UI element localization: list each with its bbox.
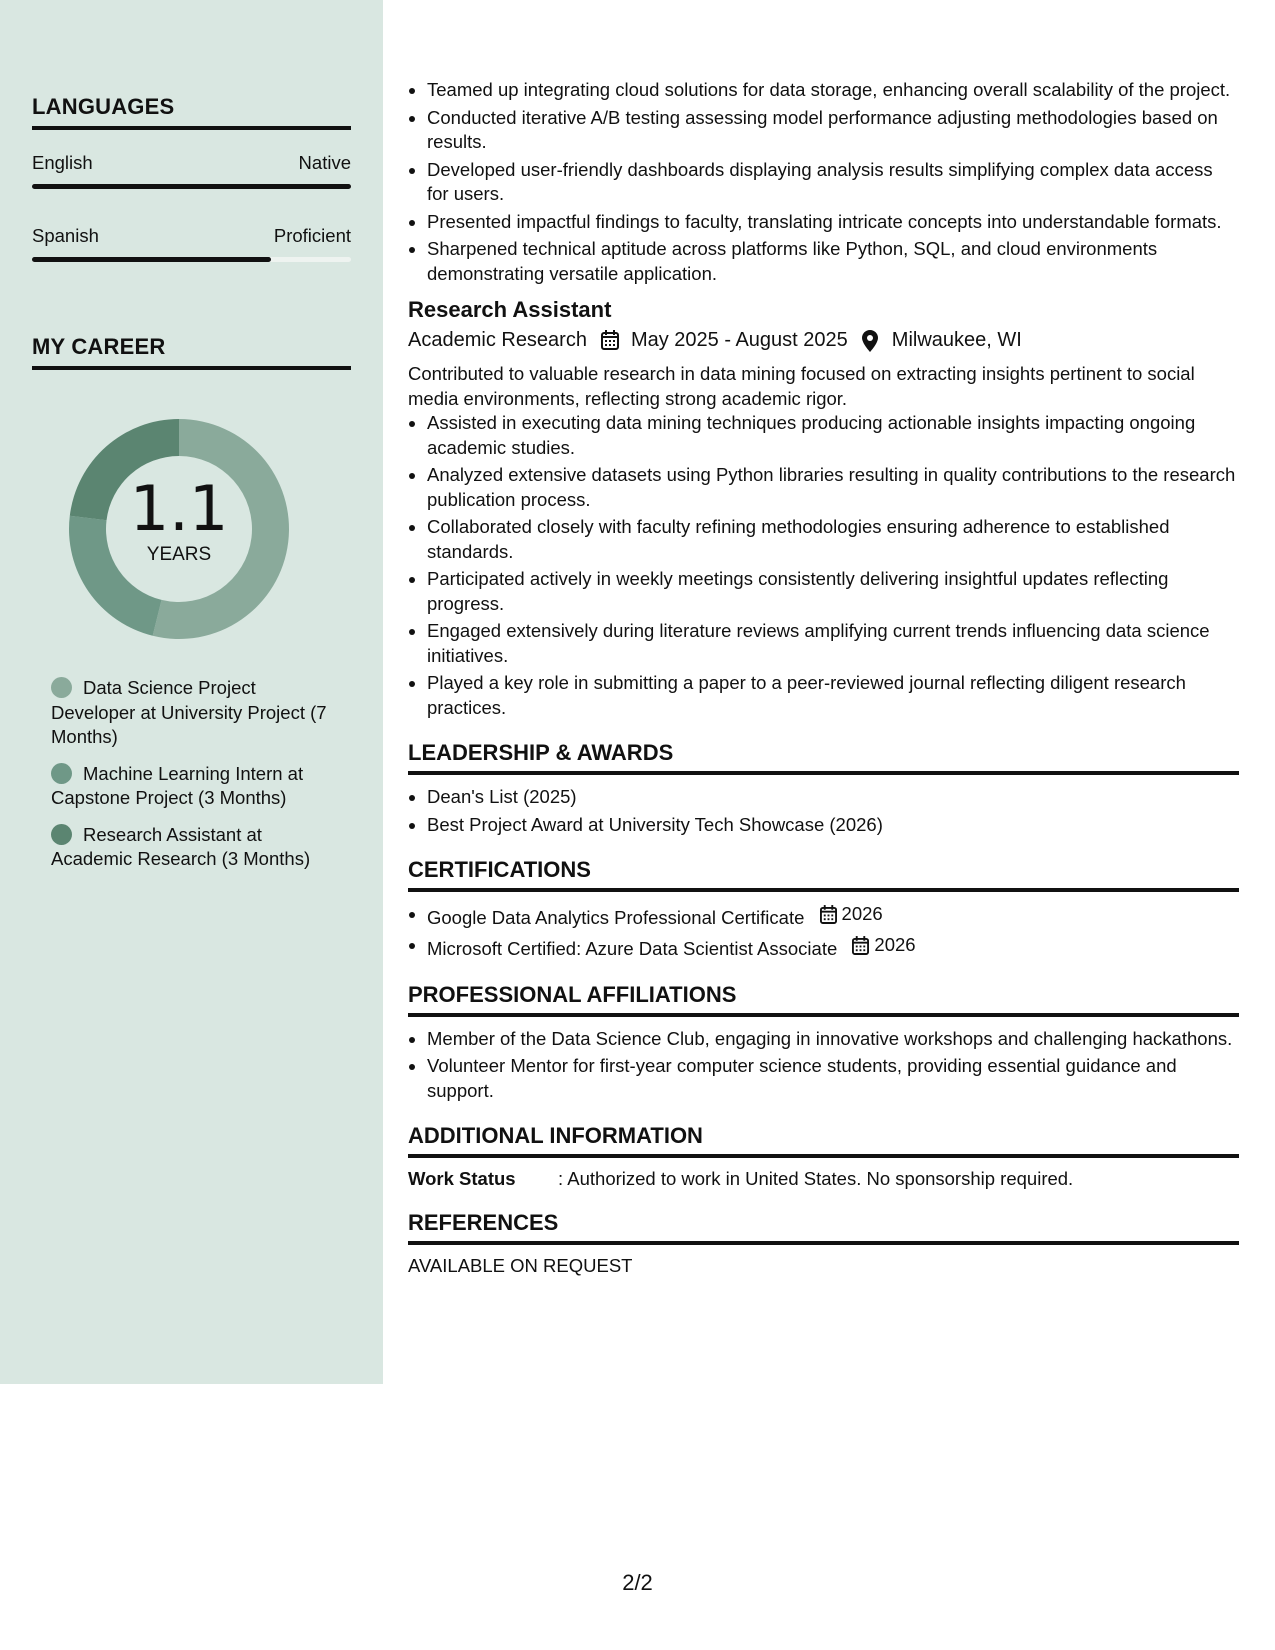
certification-year: 2026 — [841, 903, 883, 924]
language-proficiency-bar — [32, 184, 351, 189]
job-bullets — [408, 411, 1239, 720]
job-summary: Contributed to valuable research in data mining focused on extracting insights pertinent to social media environments, reflecting strong academic rigor. — [408, 363, 1195, 409]
certification-name: Google Data Analytics Professional Certificate — [427, 906, 805, 928]
list-item: Dean's List (2025) — [408, 785, 1239, 810]
page-number: 2/2 — [622, 1570, 653, 1595]
section-heading: ADDITIONAL INFORMATION — [408, 1123, 1239, 1158]
job-location: Milwaukee, WI — [891, 329, 1022, 351]
career-heading: MY CAREER — [32, 334, 351, 370]
section-heading: CERTIFICATIONS — [408, 857, 1239, 892]
career-legend-item — [51, 823, 341, 872]
section-heading: REFERENCES — [408, 1210, 1239, 1245]
language-name: Spanish — [32, 225, 99, 246]
job-entry — [408, 297, 1239, 720]
career-legend-text: Data Science Project Developer at University Project (7 Months) — [51, 677, 327, 747]
career-section — [32, 334, 351, 370]
map-pin-icon — [862, 330, 882, 352]
calendar-icon — [852, 936, 870, 955]
section-heading: PROFESSIONAL AFFILIATIONS — [408, 982, 1239, 1017]
career-donut-chart — [63, 413, 295, 645]
languages-heading: LANGUAGES — [32, 94, 351, 130]
language-proficiency-bar — [32, 257, 351, 262]
language-level: Proficient — [273, 225, 351, 246]
legend-dot-icon — [51, 824, 72, 845]
additional-info-section — [408, 1123, 1239, 1190]
section-heading: LEADERSHIP & AWARDS — [408, 740, 1239, 775]
references-section — [408, 1210, 1239, 1277]
work-status-value: : Authorized to work in United States. No sponsorship required. — [558, 1168, 1074, 1189]
list-item: Presented impactful findings to faculty, translating intricate concepts into understandable formats. — [408, 210, 1239, 235]
language-name: English — [32, 152, 93, 173]
main-content — [408, 78, 1239, 1277]
language-item — [32, 225, 351, 262]
list-item: Analyzed extensive datasets using Python libraries resulting in quality contributions to the research publication process. — [408, 463, 1239, 512]
languages-section — [32, 94, 351, 262]
list-item: Played a key role in submitting a paper to a peer-reviewed journal reflecting diligent research practices. — [408, 671, 1239, 720]
legend-dot-icon — [51, 677, 72, 698]
calendar-icon — [601, 330, 621, 352]
career-legend-text: Research Assistant at Academic Research (3 Months) — [51, 823, 311, 869]
certifications-section — [408, 857, 1239, 962]
list-item: Participated actively in weekly meetings consistently delivering insightful updates reflecting progress. — [408, 567, 1239, 616]
previous-job-bullets — [408, 78, 1239, 286]
affiliations-section — [408, 982, 1239, 1104]
list-item: Conducted iterative A/B testing assessing model performance adjusting methodologies based on results. — [408, 106, 1239, 155]
certification-name: Microsoft Certified: Azure Data Scientist Associate — [427, 938, 838, 959]
list-item: Developed user-friendly dashboards displaying analysis results simplifying complex data access for users. — [408, 158, 1239, 207]
language-item — [32, 152, 351, 189]
legend-dot-icon — [51, 763, 72, 784]
career-legend-text: Machine Learning Intern at Capstone Project (3 Months) — [51, 762, 304, 808]
career-legend-item — [51, 676, 341, 750]
career-years-value: 1.1 — [129, 472, 229, 545]
list-item: Engaged extensively during literature reviews amplifying current trends influencing data science initiatives. — [408, 619, 1239, 668]
career-legend — [51, 676, 341, 884]
calendar-icon — [820, 905, 838, 924]
certification-year: 2026 — [874, 934, 916, 956]
career-legend-item — [51, 762, 341, 811]
list-item: Sharpened technical aptitude across platforms like Python, SQL, and cloud environments demonstrating versatile application. — [408, 237, 1239, 286]
language-proficiency-fill — [32, 184, 351, 189]
work-status-label: Work Status — [408, 1168, 516, 1189]
language-level: Native — [298, 152, 351, 173]
job-organization: Academic Research — [408, 329, 587, 351]
list-item: Assisted in executing data mining techniques producing actionable insights impacting ongoing academic studies. — [408, 411, 1239, 460]
job-title: Research Assistant — [408, 297, 612, 322]
list-item: Collaborated closely with faculty refining methodologies ensuring adherence to established standards. — [408, 515, 1239, 564]
list-item: Teamed up integrating cloud solutions for data storage, enhancing overall scalability of the project. — [408, 78, 1239, 103]
leadership-section — [408, 740, 1239, 837]
job-meta — [408, 329, 1239, 352]
career-years-unit: YEARS — [146, 544, 212, 565]
list-item — [408, 933, 1239, 961]
list-item: Volunteer Mentor for first-year computer science students, providing essential guidance and support. — [408, 1054, 1239, 1103]
language-proficiency-fill — [32, 257, 271, 262]
list-item: Best Project Award at University Tech Showcase (2026) — [408, 813, 1239, 838]
references-text: AVAILABLE ON REQUEST — [408, 1255, 633, 1276]
sidebar — [0, 0, 383, 1384]
job-dates: May 2025 - August 2025 — [630, 329, 848, 351]
list-item: Member of the Data Science Club, engaging in innovative workshops and challenging hackathons. — [408, 1027, 1239, 1052]
list-item — [408, 902, 1239, 930]
